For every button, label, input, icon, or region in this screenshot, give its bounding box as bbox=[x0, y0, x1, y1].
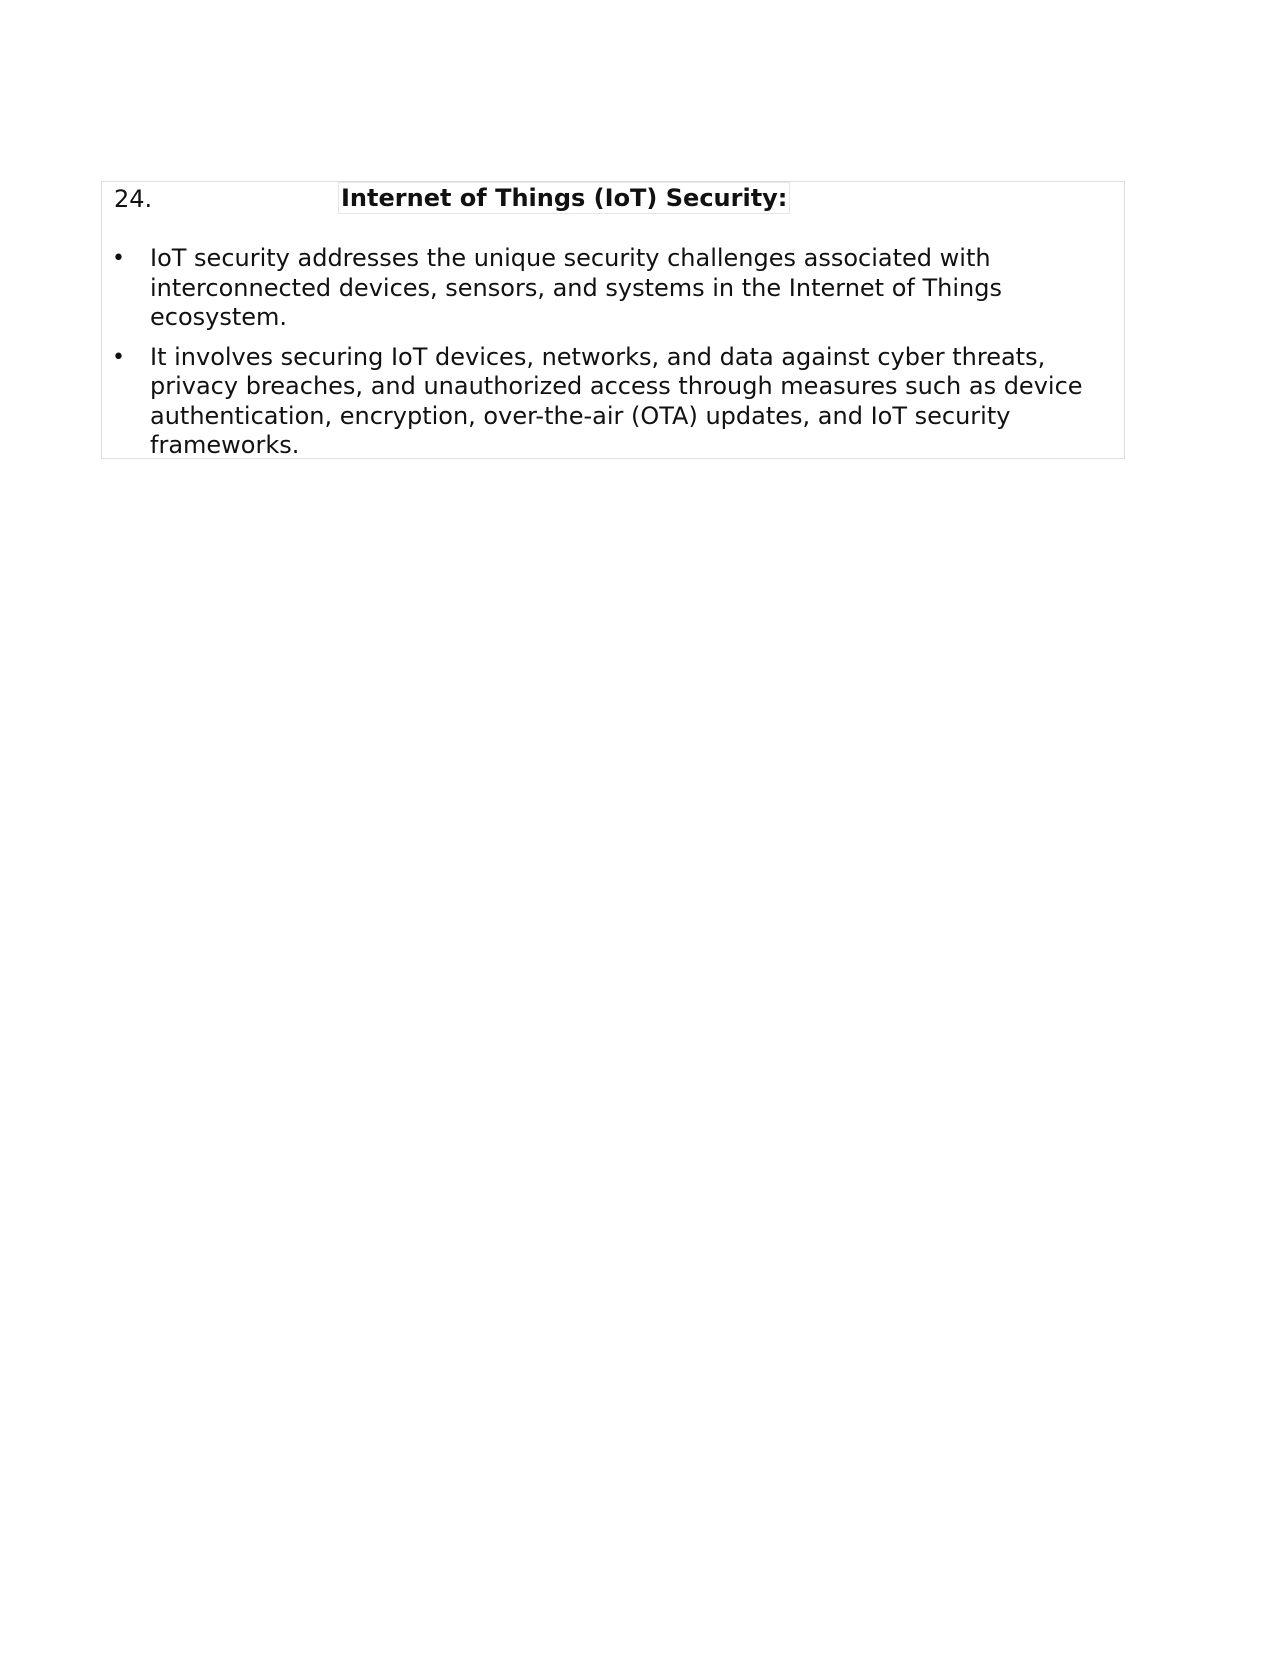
section-number: 24. bbox=[114, 185, 153, 213]
bullet-icon: • bbox=[112, 344, 125, 370]
bullet-text: It involves securing IoT devices, networks, and data against cyber threats, privacy breaches, and unauthorized access through measures such as device authentication, encryption, over-the-air (OTA) updates, and IoT security frameworks. bbox=[150, 342, 1083, 459]
bullet-list bbox=[102, 244, 1126, 471]
bullet-icon: • bbox=[112, 246, 125, 271]
section-heading: Internet of Things (IoT) Security: bbox=[338, 182, 790, 214]
list-item bbox=[102, 244, 1126, 333]
bullet-text: IoT security addresses the unique security challenges associated with interconnected devices, sensors, and systems in the Internet of Things ecosystem. bbox=[150, 244, 1002, 331]
list-item bbox=[102, 343, 1126, 461]
section-iot-security bbox=[101, 181, 1125, 459]
